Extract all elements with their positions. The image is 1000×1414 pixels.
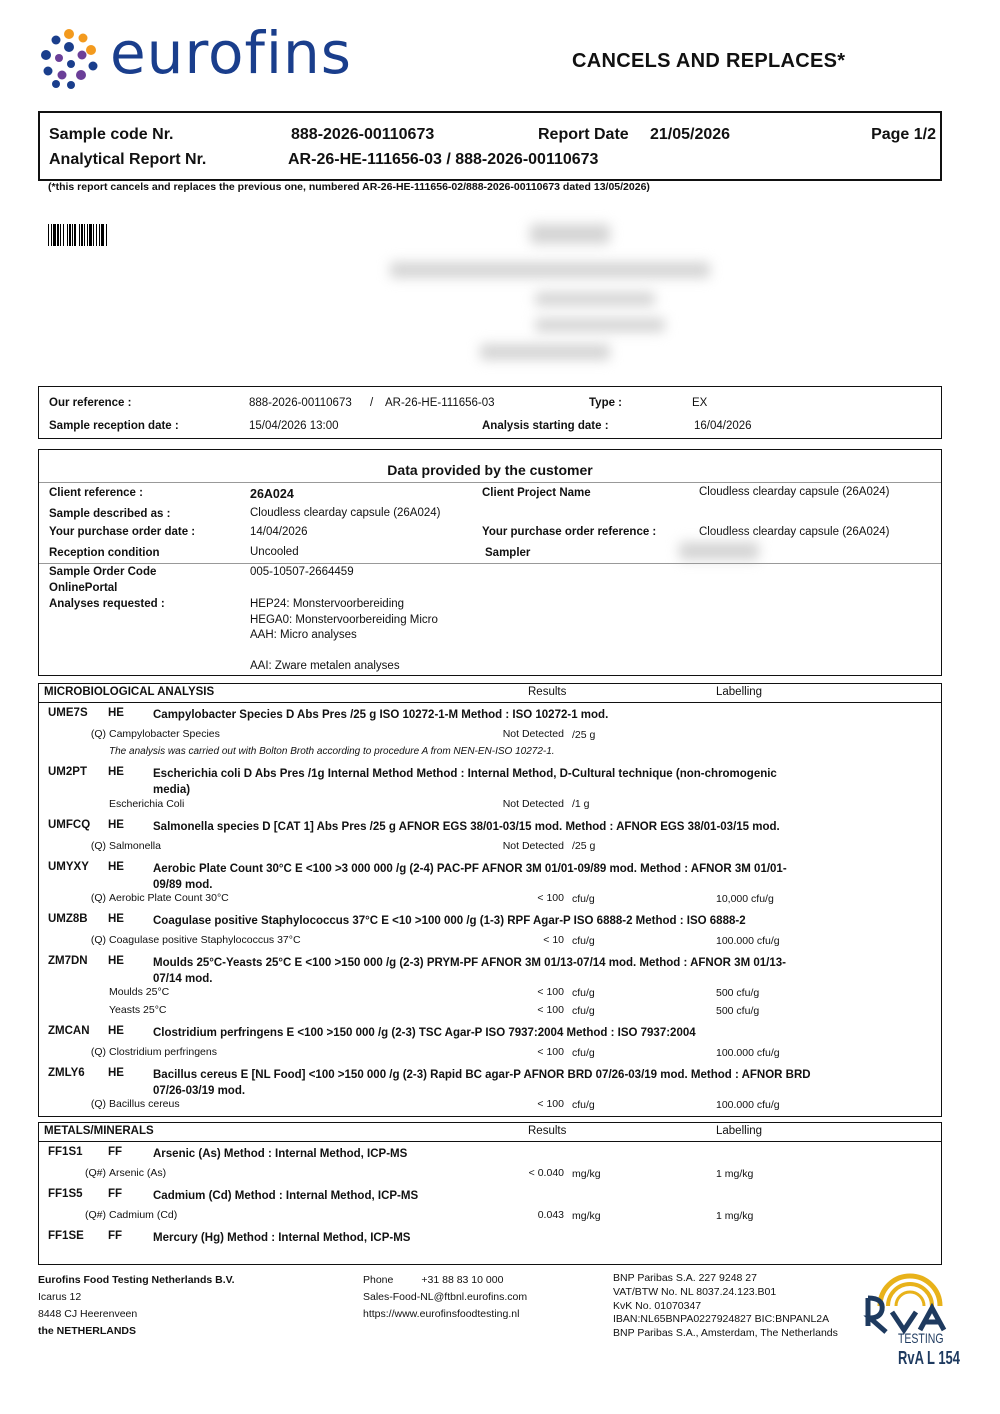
test-qualifier: (Q): [90, 934, 106, 946]
sample-order-code-value: 005-10507-2664459: [250, 566, 354, 578]
page-number: Page 1/2: [871, 126, 936, 143]
test-code: UM2PT: [48, 766, 87, 778]
test-unit: /1 g: [572, 798, 590, 810]
micro-section-header: [38, 683, 942, 703]
metals-section-title: METALS/MINERALS: [44, 1125, 154, 1137]
sample-code-value: 888-2026-00110673: [291, 126, 435, 143]
reception-condition-value: Uncooled: [250, 546, 299, 558]
test-title: Campylobacter Species D Abs Pres /25 g ISO 10272-1-M Method : ISO 10272-1 mod.: [153, 709, 609, 721]
test-result: 0.043: [537, 1209, 564, 1221]
test-parameter: Clostridium perfringens: [109, 1046, 217, 1058]
po-date-label: Your purchase order date :: [49, 526, 196, 538]
test-qualifier: (Q): [90, 892, 106, 904]
test-result: < 0.040: [528, 1167, 564, 1179]
our-reference-label: Our reference :: [49, 397, 132, 409]
analysis-item: AAI: Zware metalen analyses: [250, 660, 400, 672]
micro-section-title: MICROBIOLOGICAL ANALYSIS: [44, 686, 215, 698]
test-unit: /25 g: [572, 729, 596, 741]
analysis-item: AAH: Micro analyses: [250, 629, 357, 641]
test-unit: cfu/g: [572, 1047, 595, 1059]
customer-data-box: [38, 449, 942, 676]
test-parameter: Coagulase positive Staphylococcus 37°C: [109, 934, 301, 946]
test-lab: HE: [108, 766, 124, 778]
test-code: UMZ8B: [48, 913, 88, 925]
test-result: Not Detected: [502, 728, 564, 740]
test-qualifier: (Q): [90, 840, 106, 852]
test-lab: FF: [108, 1188, 123, 1200]
our-reference-separator: /: [370, 397, 374, 409]
test-labelling: 500 cfu/g: [716, 1005, 760, 1017]
footer-phone-value: +31 88 83 10 000: [421, 1274, 504, 1286]
test-labelling: 100.000 cfu/g: [716, 935, 780, 947]
reception-condition-label: Reception condition: [49, 547, 160, 559]
test-result: < 100: [537, 892, 564, 904]
test-labelling: 1 mg/kg: [716, 1168, 754, 1180]
analysis-start-value: 16/04/2026: [694, 420, 752, 432]
labelling-column-header: Labelling: [716, 686, 763, 698]
test-title: Coagulase positive Staphylococcus 37°C E <10 >100 000 /g (1-3) RPF Agar-P ISO 6888-2 Method : ISO 6888-2: [153, 915, 746, 927]
test-unit: /25 g: [572, 840, 596, 852]
rva-testing-label: TESTING: [898, 1330, 944, 1346]
test-labelling: 1 mg/kg: [716, 1210, 754, 1222]
eurofins-logo-text: eurofins: [110, 19, 353, 87]
redacted-sampler: [679, 542, 759, 560]
footer-address: [38, 1272, 235, 1340]
footer-street: Icarus 12: [38, 1291, 82, 1303]
footer-website: https://www.eurofinsfoodtesting.nl: [363, 1308, 520, 1320]
test-parameter: Campylobacter Species: [109, 728, 220, 740]
client-reference-value: 26A024: [250, 487, 294, 501]
test-unit: cfu/g: [572, 935, 595, 947]
test-unit: cfu/g: [572, 1099, 595, 1111]
analysis-item: HEP24: Monstervoorbereiding: [250, 598, 405, 610]
client-project-label: Client Project Name: [482, 487, 591, 499]
cancel-note: (*this report cancels and replaces the previous one, numbered AR-26-HE-111656-02/888-2026-00110673 dated 13/05/2026): [48, 181, 650, 193]
test-lab: HE: [108, 861, 124, 873]
test-title: Arsenic (As) Method : Internal Method, ICP-MS: [153, 1148, 408, 1160]
test-title: Clostridium perfringens E <100 >150 000 /g (2-3) TSC Agar-P ISO 7937:2004 Method : ISO 7937:2004: [153, 1027, 696, 1039]
client-reference-label: Client reference :: [49, 487, 143, 499]
test-parameter: Moulds 25°C: [109, 986, 170, 998]
test-lab: HE: [108, 1067, 124, 1079]
test-lab: HE: [108, 913, 124, 925]
client-project-value: Cloudless clearday capsule (26A024): [699, 486, 890, 498]
footer-city: 8448 CJ Heerenveen: [38, 1308, 138, 1320]
test-parameter: Salmonella: [109, 840, 161, 852]
redacted-address: [390, 262, 710, 278]
test-title: Salmonella species D [CAT 1] Abs Pres /25 g AFNOR EGS 38/01-03/15 mod. Method : AFNOR EGS 38/01-03/15 mod.: [153, 821, 780, 833]
test-code: UME7S: [48, 707, 88, 719]
test-parameter: Aerobic Plate Count 30°C: [109, 892, 229, 904]
test-code: FF1S5: [48, 1188, 83, 1200]
test-unit: cfu/g: [572, 893, 595, 905]
test-lab: FF: [108, 1146, 123, 1158]
report-number-label: Analytical Report Nr.: [49, 151, 207, 168]
test-parameter: Cadmium (Cd): [109, 1209, 178, 1221]
test-unit: mg/kg: [572, 1168, 601, 1180]
report-header-box: [38, 111, 942, 181]
footer-company: Eurofins Food Testing Netherlands B.V.: [38, 1274, 235, 1286]
test-lab: HE: [108, 819, 124, 831]
test-code: FF1S1: [48, 1146, 83, 1158]
test-unit: cfu/g: [572, 987, 595, 999]
footer-bank: [613, 1272, 838, 1341]
sample-described-value: Cloudless clearday capsule (26A024): [250, 507, 441, 519]
footer-bank2: BNP Paribas S.A., Amsterdam, The Netherlands: [613, 1327, 838, 1340]
report-number-value: AR-26-HE-111656-03 / 888-2026-00110673: [288, 151, 599, 168]
test-parameter: Arsenic (As): [109, 1167, 167, 1179]
redacted-address: [480, 344, 610, 360]
test-parameter: Yeasts 25°C: [109, 1004, 167, 1016]
analysis-start-label: Analysis starting date :: [482, 420, 609, 432]
test-result: < 100: [537, 1004, 564, 1016]
rva-number-label: RvA L 154: [898, 1348, 960, 1368]
reception-date-value: 15/04/2026 13:00: [249, 420, 339, 432]
test-qualifier: (Q): [90, 728, 106, 740]
eurofins-dots-logo-icon: [38, 28, 100, 90]
footer-vat: VAT/BTW No. NL 8037.24.123.B01: [613, 1285, 777, 1298]
sample-described-label: Sample described as :: [49, 508, 171, 520]
test-code: ZM7DN: [48, 955, 88, 967]
test-labelling: 100.000 cfu/g: [716, 1099, 780, 1111]
sampler-label: Sampler: [485, 547, 531, 559]
test-qualifier: (Q): [90, 1046, 106, 1058]
redacted-address: [530, 224, 610, 244]
our-reference-report: AR-26-HE-111656-03: [385, 397, 495, 409]
footer-iban: IBAN:NL65BNPA0227924827 BIC:BNPANL2A: [613, 1313, 830, 1326]
test-code: ZMCAN: [48, 1025, 90, 1037]
po-date-value: 14/04/2026: [250, 526, 308, 538]
type-label: Type :: [589, 397, 623, 409]
sample-order-code-label: Sample Order Code: [49, 566, 157, 578]
test-qualifier: (Q): [90, 1098, 106, 1110]
report-date-label: Report Date: [538, 126, 629, 143]
test-title: Cadmium (Cd) Method : Internal Method, ICP-MS: [153, 1190, 419, 1202]
po-reference-label: Your purchase order reference :: [482, 526, 657, 538]
po-reference-value: Cloudless clearday capsule (26A024): [699, 526, 890, 538]
footer-bank1: BNP Paribas S.A. 227 9248 27: [613, 1272, 757, 1284]
barcode: [48, 224, 156, 246]
customer-data-title: Data provided by the customer: [387, 462, 593, 478]
test-code: UMYXY: [48, 861, 89, 873]
test-labelling: 500 cfu/g: [716, 987, 760, 999]
test-result: Not Detected: [502, 798, 564, 810]
cancels-heading: CANCELS AND REPLACES*: [572, 50, 846, 72]
test-code: FF1SE: [48, 1230, 84, 1242]
analysis-item: HEGA0: Monstervoorbereiding Micro: [250, 614, 438, 626]
test-lab: FF: [108, 1230, 123, 1242]
results-column-header: Results: [528, 686, 567, 698]
labelling-column-header: Labelling: [716, 1125, 763, 1137]
analyses-requested-label: Analyses requested :: [49, 598, 165, 610]
our-reference-value: 888-2026-00110673: [249, 397, 352, 409]
test-parameter: Bacillus cereus: [109, 1098, 180, 1110]
online-portal-label: OnlinePortal: [49, 582, 118, 594]
test-unit: mg/kg: [572, 1210, 601, 1222]
test-title: Escherichia coli D Abs Pres /1g Internal Method Method : Internal Method, D-Cultural technique (non-chromogenic media): [153, 768, 777, 796]
results-column-header: Results: [528, 1125, 567, 1137]
test-parameter: Escherichia Coli: [109, 798, 185, 810]
test-qualifier: (Q#): [85, 1209, 106, 1221]
test-note: The analysis was carried out with Bolton Broth according to procedure A from NEN-EN-ISO 10272-1.: [109, 746, 555, 757]
reception-date-label: Sample reception date :: [49, 420, 179, 432]
test-lab: HE: [108, 1025, 124, 1037]
test-result: < 100: [537, 986, 564, 998]
test-code: ZMLY6: [48, 1067, 85, 1079]
test-title: Mercury (Hg) Method : Internal Method, ICP-MS: [153, 1232, 411, 1244]
test-result: < 100: [537, 1098, 564, 1110]
footer-phone-label: Phone: [363, 1274, 394, 1286]
test-result: Not Detected: [502, 840, 564, 852]
test-labelling: 10,000 cfu/g: [716, 893, 774, 905]
test-lab: HE: [108, 707, 124, 719]
test-labelling: 100.000 cfu/g: [716, 1047, 780, 1059]
redacted-address: [535, 292, 655, 306]
test-code: UMFCQ: [48, 819, 91, 831]
redacted-address: [535, 318, 665, 332]
footer-contact: [363, 1272, 527, 1323]
footer-email: Sales-Food-NL@ftbnl.eurofins.com: [363, 1291, 528, 1303]
type-value: EX: [692, 397, 708, 409]
test-result: < 100: [537, 1046, 564, 1058]
test-result: < 10: [543, 934, 564, 946]
metals-section-header: [38, 1122, 942, 1142]
report-date-value: 21/05/2026: [650, 126, 731, 143]
test-title: Bacillus cereus E [NL Food] <100 >150 000 /g (2-3) Rapid BC agar-P AFNOR BRD 07/26-03/19 mod. Method : AFNOR BRD 07/26-03/19 mod.: [153, 1069, 811, 1097]
sample-code-label: Sample code Nr.: [49, 126, 174, 143]
test-unit: cfu/g: [572, 1005, 595, 1017]
footer-kvk: KvK No. 01070347: [613, 1299, 702, 1312]
footer-country: the NETHERLANDS: [38, 1325, 137, 1337]
test-title: Aerobic Plate Count 30°C E <100 >3 000 000 /g (2-4) PAC-PF AFNOR 3M 01/01-09/89 mod. Method : AFNOR 3M 01/01-09/89 mod.: [153, 863, 787, 891]
test-title: Moulds 25°C-Yeasts 25°C E <100 >150 000 /g (2-3) PRYM-PF AFNOR 3M 01/13-07/14 mod. Method : AFNOR 3M 01/13-07/14 mod.: [153, 957, 786, 985]
test-lab: HE: [108, 955, 124, 967]
test-qualifier: (Q#): [85, 1167, 106, 1179]
reference-box: [38, 386, 942, 439]
